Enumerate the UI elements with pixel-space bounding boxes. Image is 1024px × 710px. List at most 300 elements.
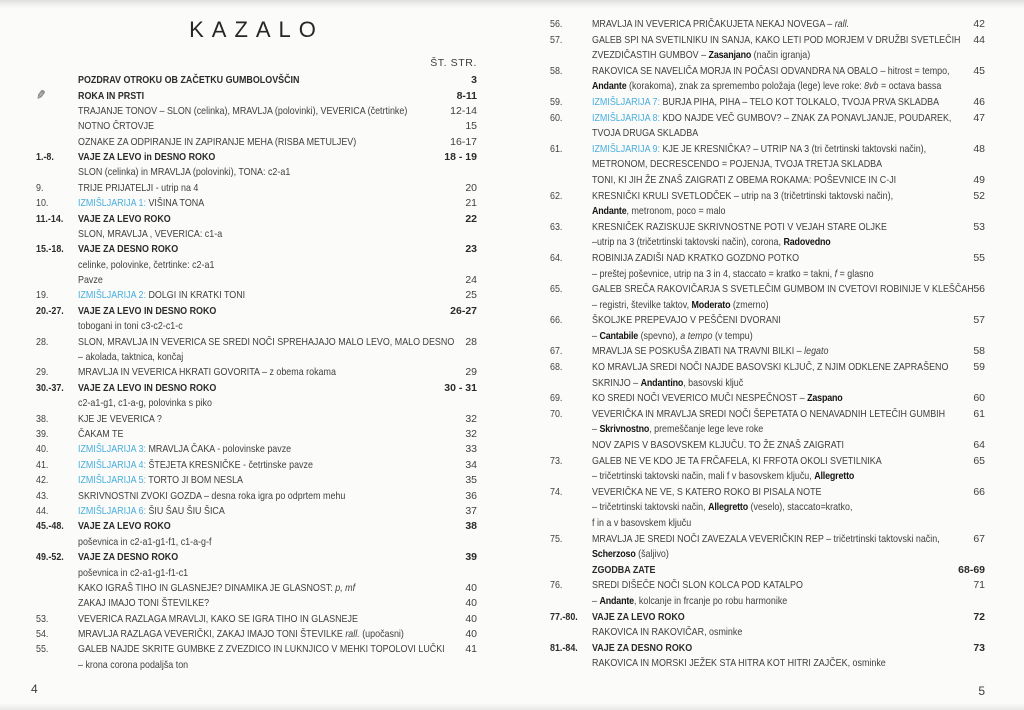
toc-page-number: 40 <box>465 628 477 641</box>
toc-row <box>36 427 477 442</box>
toc-row <box>550 454 985 470</box>
toc-row <box>36 165 477 180</box>
entry-title: IZMIŠLJARIJA 1: VIŠINA TONA <box>78 197 205 210</box>
entry-number: 60. <box>550 111 563 124</box>
toc-row <box>550 313 985 329</box>
toc-row <box>550 111 985 127</box>
entry-title: – Skrivnostno, premeščanje lege leve roke <box>592 423 764 436</box>
entry-title: IZMIŠLJARIJA 5: TORTO JI BOM NESLA <box>78 474 244 487</box>
toc-page-number: 48 <box>973 142 985 155</box>
toc-row <box>36 412 477 427</box>
toc-row <box>550 610 985 626</box>
entry-number: 1.-8. <box>36 150 54 163</box>
izmisljarija-label: IZMIŠLJARIJA 5: <box>78 474 146 487</box>
toc-row <box>36 104 477 119</box>
folio-right: 5 <box>978 684 985 698</box>
entry-number <box>550 563 592 579</box>
entry-number: 45.-48. <box>36 520 64 533</box>
tempo-marking: Skrivnostno <box>599 423 650 436</box>
toc-row <box>550 563 985 579</box>
page-title: KAZALO <box>189 17 324 42</box>
entry-number: 58. <box>550 64 563 77</box>
entry-title: SLON, MRAVLJA , VEVERICA: c1-a <box>78 227 223 240</box>
toc-row <box>36 319 477 334</box>
entry-title: ZVEZDIČASTIH GUMBOV – Zasanjano (način igranja) <box>592 49 811 62</box>
toc-row <box>36 550 477 565</box>
entry-number: 69. <box>550 392 563 405</box>
entry-title: ROKA IN PRSTI <box>78 90 145 103</box>
entry-number <box>550 500 592 516</box>
toc-row <box>550 142 985 158</box>
toc-page-number: 40 <box>465 612 477 625</box>
entry-number: 67. <box>550 345 563 358</box>
entry-number <box>550 625 592 641</box>
toc-row <box>550 360 985 376</box>
entry-title: Andante, metronom, poco = malo <box>592 205 726 218</box>
entry-title: VAJE ZA DESNO ROKO <box>592 641 693 654</box>
entry-number <box>36 227 78 242</box>
entry-number: 74. <box>550 485 563 498</box>
izmisljarija-label: IZMIŠLJARIJA 6: <box>78 504 146 517</box>
entry-title: SLON (celinka) in MRAVLJA (polovinki), TONA: c2-a1 <box>78 166 291 179</box>
toc-page-number: 21 <box>465 197 477 210</box>
entry-title: VEVERIČKA NE VE, S KATERO ROKO BI PISALA NOTE <box>592 485 822 498</box>
toc-row <box>36 473 477 488</box>
entry-title: Andante (korakoma), znak za spremembo položaja (lege) leve roke: 8vb = octava bassa <box>592 80 942 93</box>
toc-row <box>550 79 985 95</box>
toc-row <box>550 267 985 283</box>
entry-number <box>550 204 592 220</box>
toc-row <box>550 625 985 641</box>
toc-page-number: 18 - 19 <box>444 150 477 163</box>
toc-page-number: 34 <box>465 458 477 471</box>
entry-title: VAJE ZA LEVO IN DESNO ROKO <box>78 381 217 394</box>
toc-row <box>550 204 985 220</box>
entry-number: 57. <box>550 33 563 46</box>
toc-row <box>550 126 985 142</box>
toc-row <box>36 566 477 581</box>
entry-title: NOV ZAPIS V BASOVSKEM KLJUČU. TO ŽE ZNAŠ ZAIGRATI <box>592 439 844 452</box>
toc-page-number: 30 - 31 <box>444 381 477 394</box>
toc-row <box>550 157 985 173</box>
toc-page-number: 46 <box>973 95 985 108</box>
toc-page-number: 67 <box>973 532 985 545</box>
entry-title: – Cantabile (spevno), a tempo (v tempu) <box>592 329 753 342</box>
toc-row <box>550 251 985 267</box>
izmisljarija-label: IZMIŠLJARIJA 8: <box>592 111 660 124</box>
entry-number: 9. <box>36 181 44 194</box>
entry-title: ROBINIJA ZADIŠI NAD KRATKO GOZDNO POTKO <box>592 251 800 264</box>
entry-number: 61. <box>550 142 563 155</box>
toc-page-number: 40 <box>465 581 477 594</box>
toc-row <box>36 504 477 519</box>
izmisljarija-label: IZMIŠLJARIJA 3: <box>78 443 146 456</box>
toc-row <box>550 33 985 49</box>
entry-number: 10. <box>36 197 49 210</box>
entry-title: KAKO IGRAŠ TIHO IN GLASNEJE? DINAMIKA JE GLASNOST: p, mf <box>78 581 356 594</box>
entry-title: – preštej poševnice, utrip na 3 in 4, staccato = kratko = takni, f = glasno <box>592 267 874 280</box>
toc-row <box>36 442 477 457</box>
toc-rows-right <box>550 17 985 672</box>
toc-row <box>36 88 477 103</box>
toc-row <box>36 642 477 657</box>
toc-page-number: 25 <box>465 289 477 302</box>
entry-title: VAJE ZA LEVO in DESNO ROKO <box>78 150 216 163</box>
entry-title: RAKOVICA IN MORSKI JEŽEK STA HITRA KOT HITRI ZAJČEK, osminke <box>592 657 886 670</box>
entry-title: IZMIŠLJARIJA 9: KJE JE KRESNIČKA? – UTRIP NA 3 (tri četrtinski taktovski način), <box>592 142 927 155</box>
toc-row <box>36 396 477 411</box>
entry-number <box>36 119 78 134</box>
entry-title: TVOJA DRUGA SKLADBA <box>592 127 699 140</box>
entry-title: ČAKAM TE <box>78 427 124 440</box>
entry-number: 40. <box>36 443 49 456</box>
toc-row <box>36 196 477 211</box>
entry-title: OZNAKE ZA ODPIRANJE IN ZAPIRANJE MEHA (RISBA METULJEV) <box>78 135 357 148</box>
entry-title: MRAVLJA IN VEVERICA HKRATI GOVORITA – z obema rokama <box>78 366 336 379</box>
entry-title: GALEB NE VE KDO JE TA FRČAFELA, KI FRFOTA OKOLI SVETILNIKA <box>592 454 882 467</box>
toc-row <box>36 658 477 673</box>
toc-row <box>550 344 985 360</box>
toc-row <box>36 135 477 150</box>
entry-number: 49.-52. <box>36 551 64 564</box>
entry-number <box>550 267 592 283</box>
toc-row <box>550 500 985 516</box>
toc-row <box>36 242 477 257</box>
toc-row <box>36 519 477 534</box>
toc-page-number: 35 <box>465 474 477 487</box>
entry-title: GALEB SPI NA SVETILNIKU IN SANJA, KAKO LETI POD MORJEM V DRUŽBI SVETLEČIH <box>592 33 961 46</box>
toc-row <box>36 119 477 134</box>
toc-page-number: 61 <box>973 407 985 420</box>
entry-number <box>36 73 78 88</box>
toc-row <box>36 350 477 365</box>
page-top-edge <box>0 0 1024 9</box>
entry-title: VAJE ZA LEVO ROKO <box>78 520 171 533</box>
toc-row <box>550 95 985 111</box>
izmisljarija-label: IZMIŠLJARIJA 7: <box>592 95 660 108</box>
entry-title: KJE JE VEVERICA ? <box>78 412 162 425</box>
tempo-marking: Zasanjano <box>708 49 752 62</box>
toc-row <box>36 304 477 319</box>
entry-number: 75. <box>550 532 563 545</box>
entry-title: NOTNO ČRTOVJE <box>78 120 155 133</box>
toc-page-number: 56 <box>973 283 985 296</box>
izmisljarija-label: IZMIŠLJARIJA 9: <box>592 142 660 155</box>
entry-number: 42. <box>36 474 49 487</box>
toc-row <box>36 596 477 611</box>
toc-page-number: 65 <box>973 454 985 467</box>
toc-page-number: 55 <box>973 251 985 264</box>
entry-number: 70. <box>550 407 563 420</box>
entry-title: TRAJANJE TONOV – SLON (celinka), MRAVLJA (polovinki), VEVERICA (četrtinke) <box>78 104 408 117</box>
toc-row <box>36 273 477 288</box>
entry-title: VEVERIČKA IN MRAVLJA SREDI NOČI ŠEPETATA O NENAVADNIH LETEČIH GUMBIH <box>592 407 946 420</box>
page-bottom-edge <box>0 703 1024 710</box>
toc-row <box>550 48 985 64</box>
entry-number <box>36 88 78 104</box>
entry-number: 20.-27. <box>36 304 64 317</box>
entry-number <box>550 79 592 95</box>
entry-title: poševnica in c2-a1-g1-f1, c1-a-g-f <box>78 535 212 548</box>
entry-title: –utrip na 3 (tričetrtinski taktovski način), corona, Radovedno <box>592 236 831 249</box>
entry-number: 62. <box>550 189 563 202</box>
page-number-column-header: ŠT. STR. <box>430 57 477 69</box>
toc-row <box>550 189 985 205</box>
toc-page-number: 64 <box>973 439 985 452</box>
entry-title: IZMIŠLJARIJA 2: DOLGI IN KRATKI TONI <box>78 289 246 302</box>
entry-number: 64. <box>550 251 563 264</box>
entry-number <box>550 157 592 173</box>
entry-title: – Andante, kolcanje in frcanje po robu harmonike <box>592 594 788 607</box>
entry-title: VAJE ZA DESNO ROKO <box>78 243 179 256</box>
tempo-marking: Andante <box>592 80 627 93</box>
entry-number: 77.-80. <box>550 610 578 623</box>
entry-number: 28. <box>36 335 49 348</box>
entry-number <box>36 319 78 334</box>
toc-row <box>36 489 477 504</box>
toc-row <box>36 458 477 473</box>
toc-page-number: 3 <box>471 74 477 86</box>
toc-row <box>36 227 477 242</box>
toc-row <box>550 235 985 251</box>
tempo-marking: Andante <box>599 594 634 607</box>
toc-page-number: 49 <box>973 173 985 186</box>
toc-row <box>36 365 477 380</box>
tempo-marking: Allegretto <box>814 470 855 483</box>
entry-title: Scherzoso (šaljivo) <box>592 548 669 561</box>
toc-rows-left <box>36 73 477 673</box>
entry-number: 55. <box>36 643 49 656</box>
entry-number: 73. <box>550 454 563 467</box>
toc-row <box>36 181 477 196</box>
toc-page-number: 15 <box>465 120 477 133</box>
toc-page-number: 60 <box>973 392 985 405</box>
entry-title: Pavze <box>78 274 103 287</box>
entry-title: SKRIVNOSTNI ZVOKI GOZDA – desna roka igra po odprtem mehu <box>78 489 346 502</box>
entry-number <box>36 658 78 673</box>
toc-page-number: 22 <box>465 212 477 225</box>
tempo-marking: Allegretto <box>708 501 749 514</box>
entry-number <box>550 438 592 454</box>
toc-page-number: 73 <box>973 641 985 654</box>
entry-title: c2-a1-g1, c1-a-g, polovinka s piko <box>78 397 212 410</box>
entry-title: IZMIŠLJARIJA 8: KDO NAJDE VEČ GUMBOV? – ZNAK ZA PONAVLJANJE, POUDAREK, <box>592 111 952 124</box>
toc-row <box>550 391 985 407</box>
toc-page-number: 32 <box>465 412 477 425</box>
toc-page-number: 37 <box>465 504 477 517</box>
entry-title: – krona corona podaljša ton <box>78 658 189 671</box>
entry-number: 63. <box>550 220 563 233</box>
entry-number: 56. <box>550 18 563 30</box>
toc-row <box>36 535 477 550</box>
entry-title: IZMIŠLJARIJA 4: ŠTEJETA KRESNIČKE - četrtinske pavze <box>78 458 313 471</box>
toc-page-number: 36 <box>465 489 477 502</box>
entry-number: 38. <box>36 412 49 425</box>
entry-number <box>36 596 78 611</box>
entry-number: 65. <box>550 283 563 296</box>
toc-page-number: 39 <box>465 551 477 564</box>
entry-title: TONI, KI JIH ŽE ZNAŠ ZAIGRATI Z OBEMA ROKAMA: POŠEVNICE IN C-JI <box>592 173 897 186</box>
entry-number: 41. <box>36 458 49 471</box>
toc-row <box>36 627 477 642</box>
entry-title: – tričetrtinski taktovski način, mali f v basovskem ključu, Allegretto <box>592 470 855 483</box>
toc-row <box>550 329 985 345</box>
entry-number <box>36 165 78 180</box>
tempo-marking: Andante <box>592 205 627 218</box>
entry-number <box>550 547 592 563</box>
entry-title: KO MRAVLJA SREDI NOČI NAJDE BASOVSKI KLJUČ, Z NJIM ODKLENE ZAPRAŠENO <box>592 361 949 374</box>
entry-number <box>36 535 78 550</box>
entry-title: ŠKOLJKE PREPEVAJO V PEŠČENI DVORANI <box>592 314 781 327</box>
entry-title: ZGODBA ZATE <box>592 563 656 576</box>
toc-row <box>36 335 477 350</box>
entry-title: MRAVLJA RAZLAGA VEVERIČKI, ZAKAJ IMAJO TONI ŠTEVILKE rall. (upočasni) <box>78 628 404 641</box>
toc-row <box>550 594 985 610</box>
toc-row <box>550 578 985 594</box>
entry-title: KRESNIČEK RAZISKUJE SKRIVNOSTNE POTI V VEJAH STARE OLJKE <box>592 220 887 233</box>
entry-number: 43. <box>36 489 49 502</box>
toc-row <box>550 220 985 236</box>
entry-title: METRONOM, DECRESCENDO = POJENJA, TVOJA TRETJA SKLADBA <box>592 158 883 171</box>
toc-page-number: 47 <box>973 111 985 124</box>
toc-row <box>550 656 985 672</box>
entry-title: POZDRAV OTROKU OB ZAČETKU GUMBOLOVŠČIN <box>78 74 300 86</box>
toc-row <box>36 612 477 627</box>
entry-title: IZMIŠLJARIJA 6: ŠIU ŠAU ŠIU ŠICA <box>78 504 225 517</box>
toc-page-number: 41 <box>465 643 477 656</box>
entry-number <box>36 104 78 119</box>
entry-title: RAKOVICA SE NAVELIČA MORJA IN POČASI ODVANDRA NA OBALO – hitrost = tempo, <box>592 64 950 77</box>
entry-title: VAJE ZA LEVO ROKO <box>78 212 171 225</box>
toc-row <box>550 282 985 298</box>
toc-page-number: 58 <box>973 345 985 358</box>
tempo-marking: Radovedno <box>783 236 831 249</box>
entry-number <box>550 298 592 314</box>
izmisljarija-label: IZMIŠLJARIJA 4: <box>78 458 146 471</box>
toc-row <box>550 547 985 563</box>
toc-page-number: 53 <box>973 220 985 233</box>
entry-title: RAKOVICA IN RAKOVIČAR, osminke <box>592 626 743 639</box>
entry-number: 76. <box>550 579 563 592</box>
toc-page-number: 66 <box>973 485 985 498</box>
toc-page-number: 12-14 <box>450 104 477 117</box>
entry-title: MRAVLJA IN VEVERICA PRIČAKUJETA NEKAJ NOVEGA – rall. <box>592 18 850 30</box>
entry-title: VAJE ZA DESNO ROKO <box>78 551 179 564</box>
toc-page-number: 8-11 <box>456 90 477 103</box>
entry-title: IZMIŠLJARIJA 3: MRAVLJA ČAKA - polovinske pavze <box>78 443 292 456</box>
entry-title: IZMIŠLJARIJA 7: BURJA PIHA, PIHA – TELO KOT TOLKALO, TVOJA PRVA SKLADBA <box>592 95 940 108</box>
toc-row <box>36 150 477 165</box>
entry-title: TRIJE PRIJATELJI - utrip na 4 <box>78 181 199 194</box>
toc-row <box>36 288 477 303</box>
toc-row <box>36 581 477 596</box>
entry-title: SREDI DIŠEČE NOČI SLON KOLCA POD KATALPO <box>592 579 803 592</box>
entry-title: celinke, polovinke, četrtinke: c2-a1 <box>78 258 215 271</box>
entry-number <box>36 396 78 411</box>
toc-page-number: 16-17 <box>450 135 477 148</box>
toc-row <box>36 212 477 227</box>
toc-page-number: 42 <box>973 18 985 30</box>
toc-row <box>550 516 985 532</box>
entry-title: GALEB SREČA RAKOVIČARJA S SVETLEČIM GUMBOM IN CVETOVI ROBINIJE V KLEŠČAH <box>592 283 974 296</box>
entry-title: SKRINJO – Andantino, basovski ključ <box>592 376 744 389</box>
entry-title: SLON, MRAVLJA IN VEVERICA SE SREDI NOČI SPREHAJAJO MALO LEVO, MALO DESNO <box>78 335 455 348</box>
toc-page-number: 68-69 <box>958 563 985 576</box>
toc-page-number: 33 <box>465 443 477 456</box>
entry-number <box>550 469 592 485</box>
folio-left: 4 <box>31 682 38 696</box>
entry-number: 19. <box>36 289 49 302</box>
toc-page-number: 26-27 <box>450 304 477 317</box>
toc-row <box>550 532 985 548</box>
entry-number: 54. <box>36 628 49 641</box>
entry-number: 44. <box>36 504 49 517</box>
entry-number: 15.-18. <box>36 243 64 256</box>
entry-title: VAJE ZA LEVO IN DESNO ROKO <box>78 304 217 317</box>
toc-row <box>550 17 985 33</box>
entry-number <box>36 135 78 150</box>
entry-number <box>550 329 592 345</box>
toc-page-number: 28 <box>465 335 477 348</box>
tempo-marking: Scherzoso <box>592 548 636 561</box>
entry-number <box>550 173 592 189</box>
izmisljarija-label: IZMIŠLJARIJA 2: <box>78 289 146 302</box>
entry-title: MRAVLJA SE POSKUŠA ZIBATI NA TRAVNI BILKI – legato <box>592 345 829 358</box>
entry-number: 59. <box>550 95 563 108</box>
tempo-marking: Cantabile <box>599 329 639 342</box>
toc-row <box>550 298 985 314</box>
toc-page-number: 38 <box>465 520 477 533</box>
entry-number <box>550 126 592 142</box>
toc-page-number: 52 <box>973 189 985 202</box>
entry-title: – tričetrtinski taktovski način, Allegretto (veselo), staccato=kratko, <box>592 501 853 514</box>
entry-number <box>36 258 78 273</box>
entry-number <box>550 376 592 392</box>
entry-number: 68. <box>550 361 563 374</box>
toc-row <box>550 469 985 485</box>
entry-title: – registri, številke taktov, Moderato (zmerno) <box>592 298 769 311</box>
toc-page-number: 59 <box>973 361 985 374</box>
toc-page-number: 72 <box>973 610 985 623</box>
entry-title: f in a v basovskem ključu <box>592 517 692 529</box>
entry-title: – akolada, taktnica, končaj <box>78 351 184 364</box>
toc-row <box>550 641 985 657</box>
toc-row <box>550 173 985 189</box>
toc-page-number: 45 <box>973 64 985 77</box>
toc-page-number: 57 <box>973 314 985 327</box>
toc-page-number: 40 <box>465 597 477 610</box>
entry-number: 11.-14. <box>36 212 64 225</box>
entry-number: 39. <box>36 427 49 440</box>
entry-title: poševnica in c2-a1-g1-f1-c1 <box>78 566 189 579</box>
entry-number <box>36 581 78 596</box>
entry-title: MRAVLJA JE SREDI NOČI ZAVEZALA VEVERIČKIN REP – tričetrtinski taktovski način, <box>592 532 940 545</box>
entry-number: 29. <box>36 366 49 379</box>
toc-row <box>36 73 477 88</box>
toc-row <box>36 258 477 273</box>
entry-number: 53. <box>36 612 49 625</box>
toc-row <box>550 438 985 454</box>
toc-page-number: 71 <box>973 579 985 592</box>
toc-page-number: 20 <box>465 181 477 194</box>
toc-row <box>550 376 985 392</box>
entry-number: 30.-37. <box>36 381 64 394</box>
toc-row <box>550 407 985 423</box>
toc-page-number: 44 <box>973 33 985 46</box>
entry-number <box>550 594 592 610</box>
toc-page-number: 23 <box>465 243 477 256</box>
toc-row <box>550 485 985 501</box>
